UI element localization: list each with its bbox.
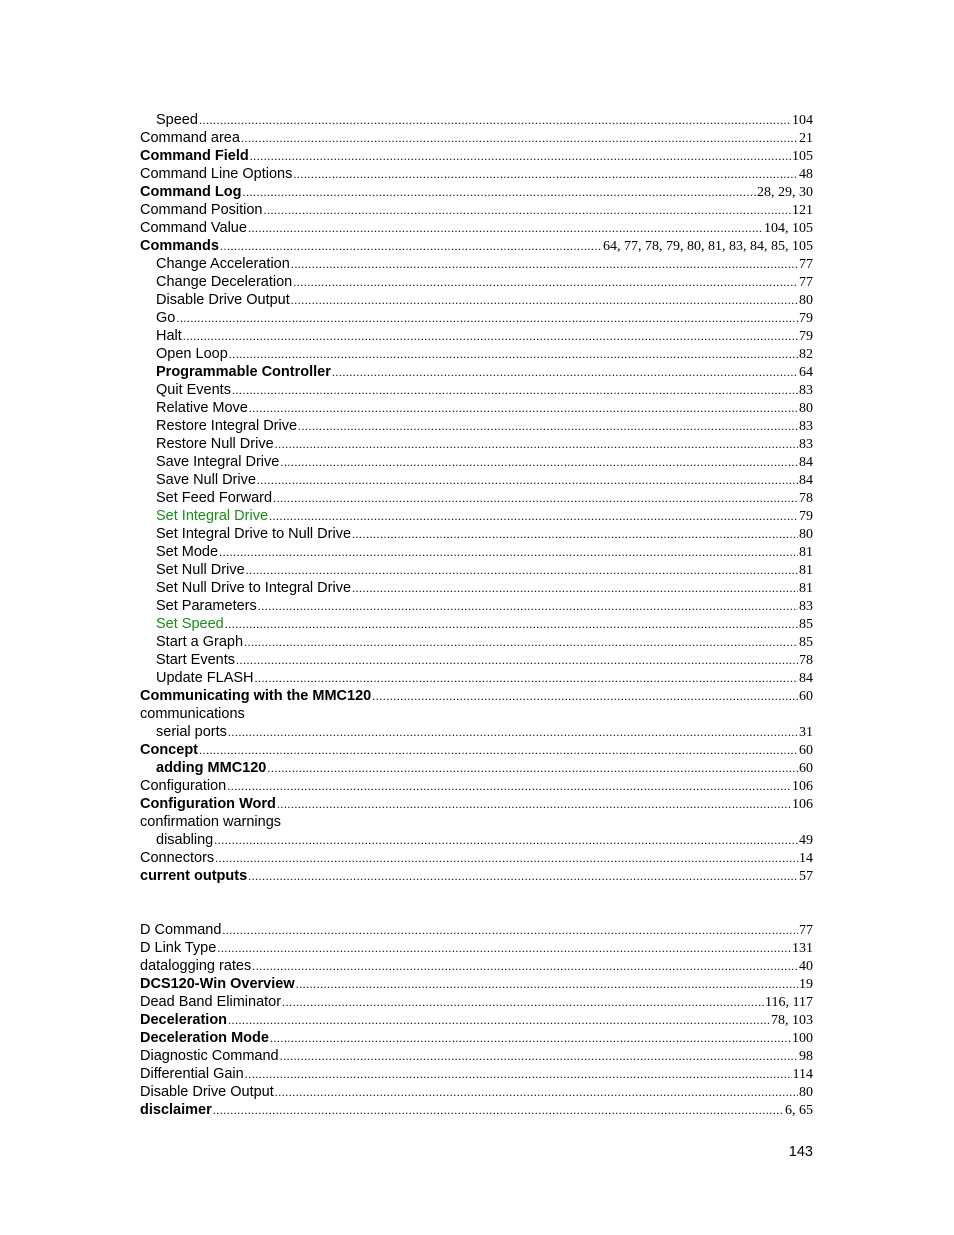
index-pages: 81 bbox=[799, 545, 813, 560]
index-entry bbox=[140, 129, 813, 147]
index-subentry bbox=[140, 111, 813, 129]
index-subentry bbox=[140, 597, 813, 615]
dot-leader bbox=[229, 345, 798, 363]
dot-leader bbox=[236, 651, 798, 669]
dot-leader bbox=[248, 219, 763, 237]
dot-leader bbox=[246, 561, 798, 579]
dot-leader bbox=[252, 957, 798, 975]
dot-leader bbox=[275, 435, 798, 453]
dot-leader bbox=[280, 1047, 798, 1065]
index-pages: 6, 65 bbox=[785, 1103, 813, 1118]
index-term: Restore Integral Drive bbox=[156, 418, 298, 434]
index-pages: 106 bbox=[792, 779, 813, 794]
index-pages: 98 bbox=[799, 1049, 813, 1064]
index-entry bbox=[140, 975, 813, 993]
index-entry bbox=[140, 993, 813, 1011]
index-term: Set Integral Drive to Null Drive bbox=[156, 526, 352, 542]
index-term: Commands bbox=[140, 238, 219, 254]
dot-leader bbox=[255, 669, 798, 687]
dot-leader bbox=[352, 525, 798, 543]
index-subentry bbox=[140, 489, 813, 507]
index-entry bbox=[140, 777, 813, 795]
dot-leader bbox=[228, 723, 798, 741]
index-term: Diagnostic Command bbox=[140, 1048, 279, 1064]
index-entry bbox=[140, 165, 813, 183]
index-pages: 100 bbox=[792, 1031, 813, 1046]
dot-leader bbox=[214, 831, 798, 849]
index-term: Command Value bbox=[140, 220, 247, 236]
index-term: Set Integral Drive bbox=[156, 508, 269, 524]
dot-leader bbox=[270, 1029, 791, 1047]
index-term: current outputs bbox=[140, 868, 248, 884]
index-term: Set Null Drive bbox=[156, 562, 245, 578]
index-pages: 40 bbox=[799, 959, 813, 974]
index-pages: 105 bbox=[792, 149, 813, 164]
index-pages: 104 bbox=[792, 113, 813, 128]
index-pages: 83 bbox=[799, 599, 813, 614]
index-entry bbox=[140, 921, 813, 939]
index-term: Save Integral Drive bbox=[156, 454, 280, 470]
index-term: D Link Type bbox=[140, 940, 217, 956]
dot-leader bbox=[352, 579, 798, 597]
index-subentry bbox=[140, 255, 813, 273]
dot-leader bbox=[293, 273, 798, 291]
dot-leader bbox=[245, 1065, 792, 1083]
index-pages: 77 bbox=[799, 275, 813, 290]
index-pages: 80 bbox=[799, 293, 813, 308]
index-term: Concept bbox=[140, 742, 198, 758]
dot-leader bbox=[183, 327, 798, 345]
index-entry bbox=[140, 237, 813, 255]
index-pages: 83 bbox=[799, 419, 813, 434]
index-entry bbox=[140, 1101, 813, 1119]
index-subentry bbox=[140, 345, 813, 363]
index-term: Command Log bbox=[140, 184, 242, 200]
index-pages: 116, 117 bbox=[765, 995, 813, 1010]
index-term: Communicating with the MMC120 bbox=[140, 688, 372, 704]
index-pages: 79 bbox=[799, 311, 813, 326]
index-subentry bbox=[140, 579, 813, 597]
index-term: Disable Drive Output bbox=[140, 1084, 274, 1100]
index-subentry bbox=[140, 561, 813, 579]
index-entry bbox=[140, 183, 813, 201]
index-term: communications bbox=[140, 706, 245, 722]
dot-leader bbox=[298, 417, 798, 435]
index-entry bbox=[140, 1065, 813, 1083]
index-entry bbox=[140, 1047, 813, 1065]
index-term: Go bbox=[156, 310, 176, 326]
index-subentry bbox=[140, 723, 813, 741]
index-pages: 49 bbox=[799, 833, 813, 848]
dot-leader bbox=[293, 165, 798, 183]
index-term: Save Null Drive bbox=[156, 472, 256, 488]
index-term: Differential Gain bbox=[140, 1066, 244, 1082]
index-subentry bbox=[140, 309, 813, 327]
index-pages: 85 bbox=[799, 617, 813, 632]
index-term: disabling bbox=[156, 832, 214, 848]
dot-leader bbox=[220, 237, 602, 255]
index-pages: 84 bbox=[799, 473, 813, 488]
index-term: Command area bbox=[140, 130, 240, 146]
index-pages: 84 bbox=[799, 671, 813, 686]
dot-leader bbox=[176, 309, 798, 327]
index-pages: 131 bbox=[792, 941, 813, 956]
dot-leader bbox=[243, 183, 757, 201]
dot-leader bbox=[332, 363, 798, 381]
dot-leader bbox=[291, 291, 798, 309]
index-term: Update FLASH bbox=[156, 670, 254, 686]
index-term: DCS120-Win Overview bbox=[140, 976, 295, 992]
index-term: Change Acceleration bbox=[156, 256, 290, 272]
index-pages: 48 bbox=[799, 167, 813, 182]
index-pages: 77 bbox=[799, 257, 813, 272]
dot-leader bbox=[291, 255, 798, 273]
index-term: Restore Null Drive bbox=[156, 436, 274, 452]
index-pages: 79 bbox=[799, 329, 813, 344]
dot-leader bbox=[269, 507, 798, 525]
dot-leader bbox=[222, 921, 798, 939]
dot-leader bbox=[232, 381, 798, 399]
dot-leader bbox=[275, 1083, 798, 1101]
index-term: Connectors bbox=[140, 850, 215, 866]
dot-leader bbox=[277, 795, 791, 813]
dot-leader bbox=[273, 489, 798, 507]
index-term: D Command bbox=[140, 922, 222, 938]
index-entry bbox=[140, 219, 813, 237]
index-entry bbox=[140, 939, 813, 957]
index-pages: 60 bbox=[799, 761, 813, 776]
index-term: disclaimer bbox=[140, 1102, 212, 1118]
dot-leader bbox=[199, 111, 791, 129]
index-entry bbox=[140, 957, 813, 975]
index-term: Set Parameters bbox=[156, 598, 257, 614]
index-pages: 121 bbox=[792, 203, 813, 218]
index-subentry bbox=[140, 327, 813, 345]
index-pages: 77 bbox=[799, 923, 813, 938]
index-list bbox=[140, 111, 813, 1119]
index-pages: 80 bbox=[799, 401, 813, 416]
index-term: Start Events bbox=[156, 652, 235, 668]
dot-leader bbox=[282, 993, 764, 1011]
index-entry bbox=[140, 201, 813, 219]
page-number: 143 bbox=[788, 1144, 813, 1160]
index-pages: 83 bbox=[799, 383, 813, 398]
index-subentry bbox=[140, 651, 813, 669]
dot-leader bbox=[215, 849, 798, 867]
index-term: adding MMC120 bbox=[156, 760, 267, 776]
index-pages: 78 bbox=[799, 653, 813, 668]
index-pages: 83 bbox=[799, 437, 813, 452]
dot-leader bbox=[250, 147, 791, 165]
index-pages: 78 bbox=[799, 491, 813, 506]
dot-leader bbox=[241, 129, 798, 147]
dot-leader bbox=[227, 777, 791, 795]
index-subentry bbox=[140, 525, 813, 543]
index-term: Start a Graph bbox=[156, 634, 244, 650]
index-pages: 80 bbox=[799, 527, 813, 542]
dot-leader bbox=[258, 597, 798, 615]
index-pages: 14 bbox=[799, 851, 813, 866]
index-pages: 57 bbox=[799, 869, 813, 884]
index-entry bbox=[140, 1011, 813, 1029]
dot-leader bbox=[372, 687, 798, 705]
index-term: datalogging rates bbox=[140, 958, 252, 974]
index-pages: 80 bbox=[799, 1085, 813, 1100]
index-pages: 31 bbox=[799, 725, 813, 740]
index-entry bbox=[140, 867, 813, 885]
index-term: Command Position bbox=[140, 202, 263, 218]
dot-leader bbox=[296, 975, 798, 993]
index-term: Halt bbox=[156, 328, 182, 344]
index-subentry bbox=[140, 543, 813, 561]
index-entry bbox=[140, 705, 813, 723]
index-term: Speed bbox=[156, 112, 198, 128]
index-entry bbox=[140, 147, 813, 165]
dot-leader bbox=[217, 939, 791, 957]
index-term: Configuration bbox=[140, 778, 227, 794]
index-pages: 114 bbox=[792, 1067, 813, 1082]
index-subentry bbox=[140, 453, 813, 471]
index-term: Deceleration bbox=[140, 1012, 228, 1028]
index-term: Command Field bbox=[140, 148, 249, 164]
index-subentry bbox=[140, 417, 813, 435]
index-pages: 28, 29, 30 bbox=[757, 185, 813, 200]
index-term: Set Feed Forward bbox=[156, 490, 273, 506]
dot-leader bbox=[267, 759, 798, 777]
index-pages: 104, 105 bbox=[764, 221, 813, 236]
index-entry bbox=[140, 1083, 813, 1101]
index-term: Deceleration Mode bbox=[140, 1030, 269, 1046]
index-pages: 106 bbox=[792, 797, 813, 812]
index-pages: 81 bbox=[799, 581, 813, 596]
index-pages: 64 bbox=[799, 365, 813, 380]
dot-leader bbox=[249, 399, 798, 417]
index-term: Set Speed bbox=[156, 616, 224, 632]
index-subentry bbox=[140, 615, 813, 633]
index-entry bbox=[140, 741, 813, 759]
index-entry bbox=[140, 849, 813, 867]
index-pages: 81 bbox=[799, 563, 813, 578]
index-subentry bbox=[140, 435, 813, 453]
index-term: Programmable Controller bbox=[156, 364, 331, 380]
index-subentry bbox=[140, 291, 813, 309]
index-subentry bbox=[140, 633, 813, 651]
index-term: serial ports bbox=[156, 724, 227, 740]
index-term: Quit Events bbox=[156, 382, 231, 398]
index-entry bbox=[140, 795, 813, 813]
dot-leader bbox=[219, 543, 798, 561]
dot-leader bbox=[228, 1011, 770, 1029]
index-term: Dead Band Eliminator bbox=[140, 994, 282, 1010]
index-term: Change Deceleration bbox=[156, 274, 293, 290]
index-pages: 60 bbox=[799, 689, 813, 704]
dot-leader bbox=[213, 1101, 784, 1119]
index-term: Set Mode bbox=[156, 544, 219, 560]
dot-leader bbox=[264, 201, 792, 219]
index-pages: 82 bbox=[799, 347, 813, 362]
dot-leader bbox=[248, 867, 798, 885]
index-term: Open Loop bbox=[156, 346, 228, 362]
index-subentry bbox=[140, 273, 813, 291]
dot-leader bbox=[244, 633, 798, 651]
index-pages: 64, 77, 78, 79, 80, 81, 83, 84, 85, 105 bbox=[603, 239, 813, 254]
dot-leader bbox=[199, 741, 798, 759]
index-pages: 78, 103 bbox=[771, 1013, 813, 1028]
index-pages: 79 bbox=[799, 509, 813, 524]
index-subentry bbox=[140, 381, 813, 399]
index-term: Set Null Drive to Integral Drive bbox=[156, 580, 352, 596]
dot-leader bbox=[257, 471, 798, 489]
index-term: Disable Drive Output bbox=[156, 292, 290, 308]
index-subentry bbox=[140, 759, 813, 777]
section-gap bbox=[140, 885, 813, 921]
dot-leader bbox=[280, 453, 798, 471]
index-entry bbox=[140, 687, 813, 705]
index-term: confirmation warnings bbox=[140, 814, 282, 830]
index-pages: 85 bbox=[799, 635, 813, 650]
index-subentry bbox=[140, 669, 813, 687]
index-subentry bbox=[140, 507, 813, 525]
index-subentry bbox=[140, 399, 813, 417]
index-subentry bbox=[140, 363, 813, 381]
index-entry bbox=[140, 1029, 813, 1047]
index-pages: 60 bbox=[799, 743, 813, 758]
dot-leader bbox=[225, 615, 798, 633]
index-subentry bbox=[140, 831, 813, 849]
index-pages: 19 bbox=[799, 977, 813, 992]
index-subentry bbox=[140, 471, 813, 489]
index-pages: 21 bbox=[799, 131, 813, 146]
index-term: Relative Move bbox=[156, 400, 248, 416]
index-pages: 84 bbox=[799, 455, 813, 470]
index-term: Configuration Word bbox=[140, 796, 276, 812]
index-entry bbox=[140, 813, 813, 831]
index-term: Command Line Options bbox=[140, 166, 293, 182]
